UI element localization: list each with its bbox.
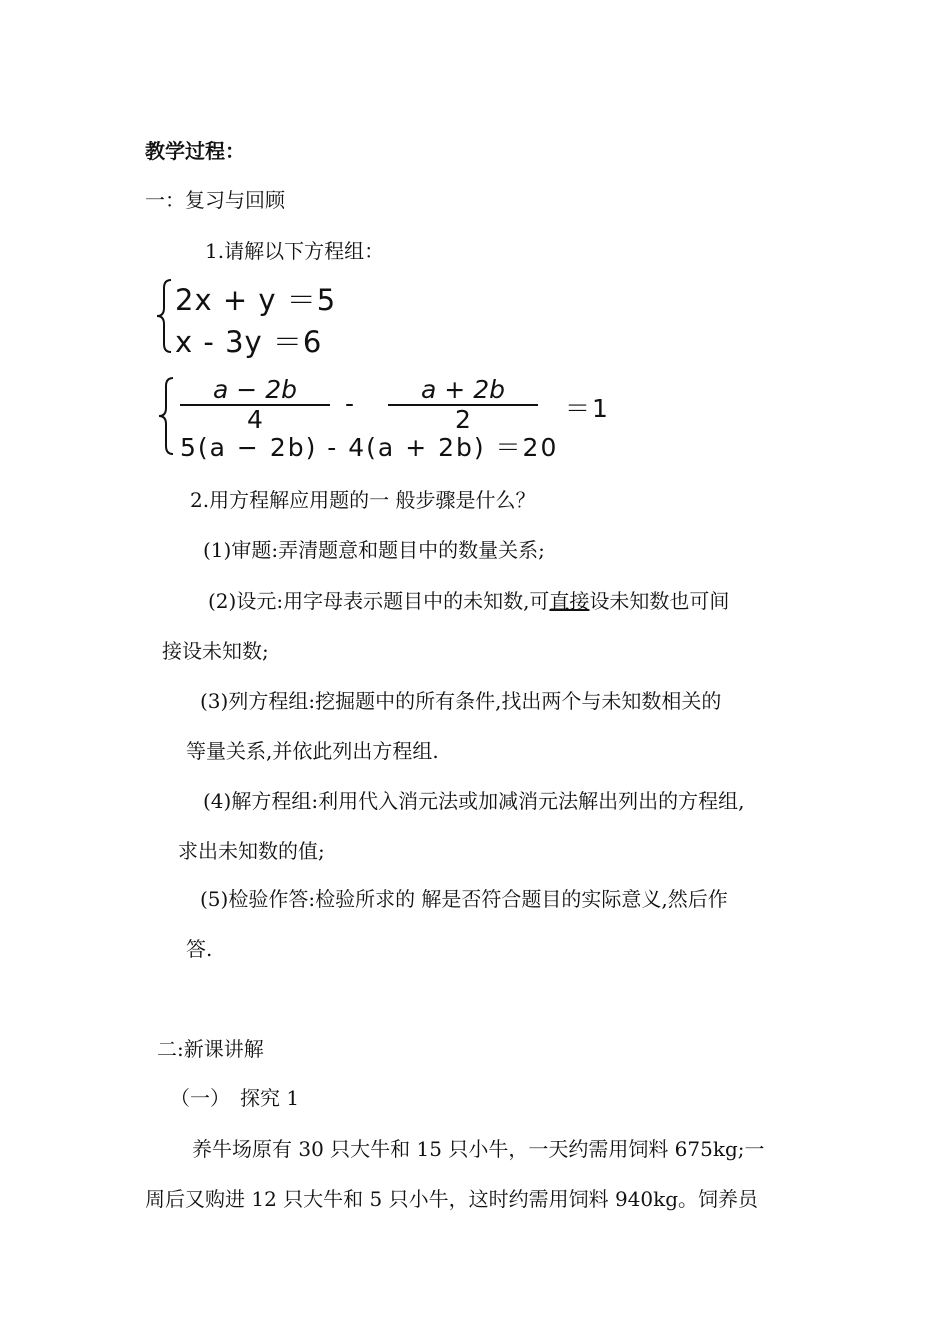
system2-equation-2: 5(a − 2b) - 4(a + 2b) ＝20 bbox=[180, 433, 559, 462]
paragraph-line-1: 养牛场原有 30 只大牛和 15 只小牛，一天约需用饲料 675kg;一 bbox=[192, 1137, 765, 1161]
question-1: 1.请解以下方程组： bbox=[205, 239, 385, 263]
step-2-line-1: (2)设元:用字母表示题目中的未知数,可直接设未知数也可间 bbox=[208, 589, 730, 613]
step-4-line-1: (4)解方程组:利用代入消元法或加减消元法解出列出的方程组, bbox=[203, 789, 745, 813]
system1-equation-1: 2x + y ＝5 bbox=[175, 283, 337, 317]
left-brace-icon bbox=[157, 376, 175, 456]
step-5-line-2: 答. bbox=[186, 937, 213, 961]
step-4-line-2: 求出未知数的值; bbox=[178, 839, 325, 863]
step-3-line-2: 等量关系,并依此列出方程组. bbox=[186, 739, 439, 763]
fraction-1 bbox=[180, 377, 330, 433]
underlined-direct: 直接 bbox=[549, 589, 590, 613]
section1-title: 一：复习与回顾 bbox=[145, 188, 285, 212]
section2-subtitle: （一） 探究 1 bbox=[170, 1086, 300, 1110]
minus-sign: - bbox=[345, 389, 357, 418]
step-5-line-1: (5)检验作答:检验所求的 解是否符合题目的实际意义,然后作 bbox=[200, 887, 728, 911]
fraction-2-numerator: a + 2b bbox=[421, 375, 505, 404]
section2-title: 二:新课讲解 bbox=[157, 1037, 264, 1061]
system1-equation-2: x - 3y ＝6 bbox=[175, 325, 323, 359]
step-1: (1)审题:弄清题意和题目中的数量关系; bbox=[203, 538, 545, 562]
fraction-1-denominator: 4 bbox=[247, 405, 263, 434]
step-2-line-2: 接设未知数; bbox=[162, 639, 269, 663]
question-2: 2.用方程解应用题的一 般步骤是什么？ bbox=[190, 488, 536, 512]
fraction-1-numerator: a − 2b bbox=[213, 375, 297, 404]
paragraph-line-2: 周后又购进 12 只大牛和 5 只小牛，这时约需用饲料 940kg。饲养员 bbox=[145, 1187, 759, 1211]
fraction-2 bbox=[388, 377, 538, 433]
system2-rhs: ＝1 bbox=[565, 394, 610, 423]
left-brace-icon bbox=[155, 278, 173, 354]
fraction-2-denominator: 2 bbox=[455, 405, 471, 434]
heading-teaching-process: 教学过程： bbox=[145, 139, 245, 163]
step-3-line-1: (3)列方程组:挖掘题中的所有条件,找出两个与未知数相关的 bbox=[200, 689, 722, 713]
